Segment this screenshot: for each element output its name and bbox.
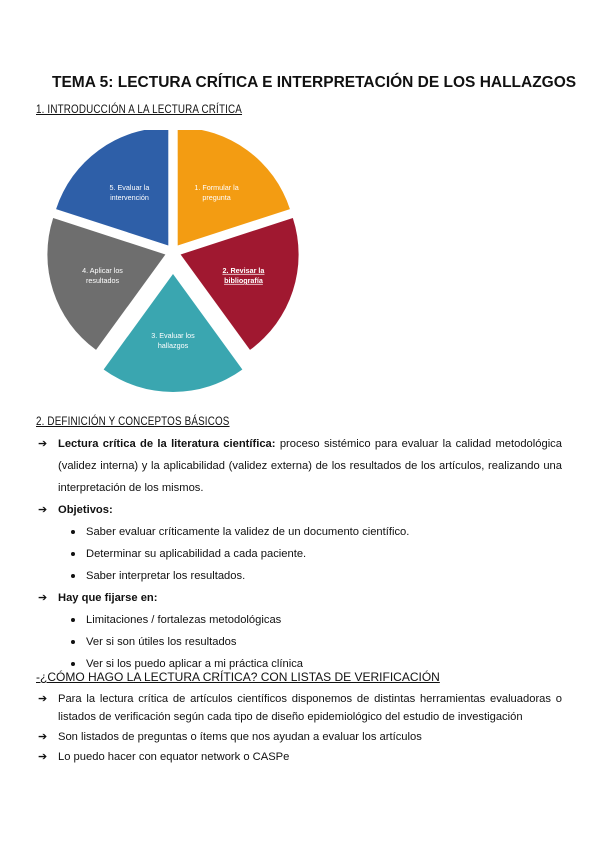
list-item-fijarse <box>36 587 562 675</box>
right-arrow-icon: ➔ <box>38 438 48 450</box>
right-arrow-icon: ➔ <box>38 693 48 705</box>
list-item: Determinar su aplicabilidad a cada paciente. <box>58 543 562 565</box>
list-item-objetivos <box>36 499 562 587</box>
right-arrow-icon: ➔ <box>38 592 48 604</box>
list-item-definition <box>36 433 562 499</box>
right-arrow-icon: ➔ <box>38 751 48 763</box>
list-item: Saber interpretar los resultados. <box>58 565 562 587</box>
cycle-segment-label-2: 2. Revisar la bibliografía <box>222 265 265 285</box>
cycle-segment-label-3: 3. Evaluar los hallazgos <box>151 331 195 351</box>
bullet-icon <box>71 618 75 622</box>
fijarse-label: Hay que fijarse en: <box>58 592 158 604</box>
page-title: TEMA 5: LECTURA CRÍTICA E INTERPRETACIÓN DE LOS HALLAZGOS <box>52 74 577 91</box>
bullet-icon <box>71 640 75 644</box>
right-arrow-icon: ➔ <box>38 731 48 743</box>
definition-text: proceso sistémico para evaluar la calidad metodológica (validez interna) y la aplicabilidad (validez externa) de los resultados de los artículos, realizando una interpretación de los mismos. <box>58 438 562 494</box>
list-item: Saber evaluar críticamente la validez de un documento científico. <box>58 521 562 543</box>
list-item: ➔ Lo puedo hacer con equator network o CASPe <box>36 748 562 766</box>
critical-reading-cycle-diagram <box>38 130 308 405</box>
cycle-segment-label-4: 4. Aplicar los resultados <box>82 265 123 285</box>
objetivos-label: Objetivos: <box>58 504 113 516</box>
definition-list <box>36 433 562 675</box>
bullet-icon <box>71 552 75 556</box>
list-item: Ver si son útiles los resultados <box>58 631 562 653</box>
list-item: Limitaciones / fortalezas metodológicas <box>58 609 562 631</box>
verification-list <box>36 690 562 768</box>
list-item: Ver si los puedo aplicar a mi práctica clínica <box>58 653 562 675</box>
definition-term: Lectura crítica de la literatura científica: <box>58 438 276 450</box>
cycle-segment-label-5: 5. Evaluar la intervención <box>109 183 150 203</box>
list-item: ➔ Para la lectura crítica de artículos científicos disponemos de distintas herramientas evaluadoras o listados de verificación según cada tipo de diseño epidemiológico del estudio de investigación <box>36 690 562 726</box>
list-item: ➔ Son listados de preguntas o ítems que nos ayudan a evaluar los artículos <box>36 728 562 746</box>
section-heading-listas-verificacion: -¿CÓMO HAGO LA LECTURA CRÍTICA? CON LISTAS DE VERIFICACIÓN <box>36 670 440 684</box>
cycle-segment-label-1: 1. Formular la pregunta <box>194 183 239 203</box>
section-heading-definicion: 2. DEFINICIÓN Y CONCEPTOS BÁSICOS <box>36 414 230 428</box>
objetivos-list <box>58 521 562 587</box>
fijarse-list <box>58 609 562 675</box>
section-heading-introduccion: 1. INTRODUCCIÓN A LA LECTURA CRÍTICA <box>36 102 243 116</box>
bullet-icon <box>71 574 75 578</box>
bullet-icon <box>71 662 75 666</box>
right-arrow-icon: ➔ <box>38 504 48 516</box>
bullet-icon <box>71 530 75 534</box>
